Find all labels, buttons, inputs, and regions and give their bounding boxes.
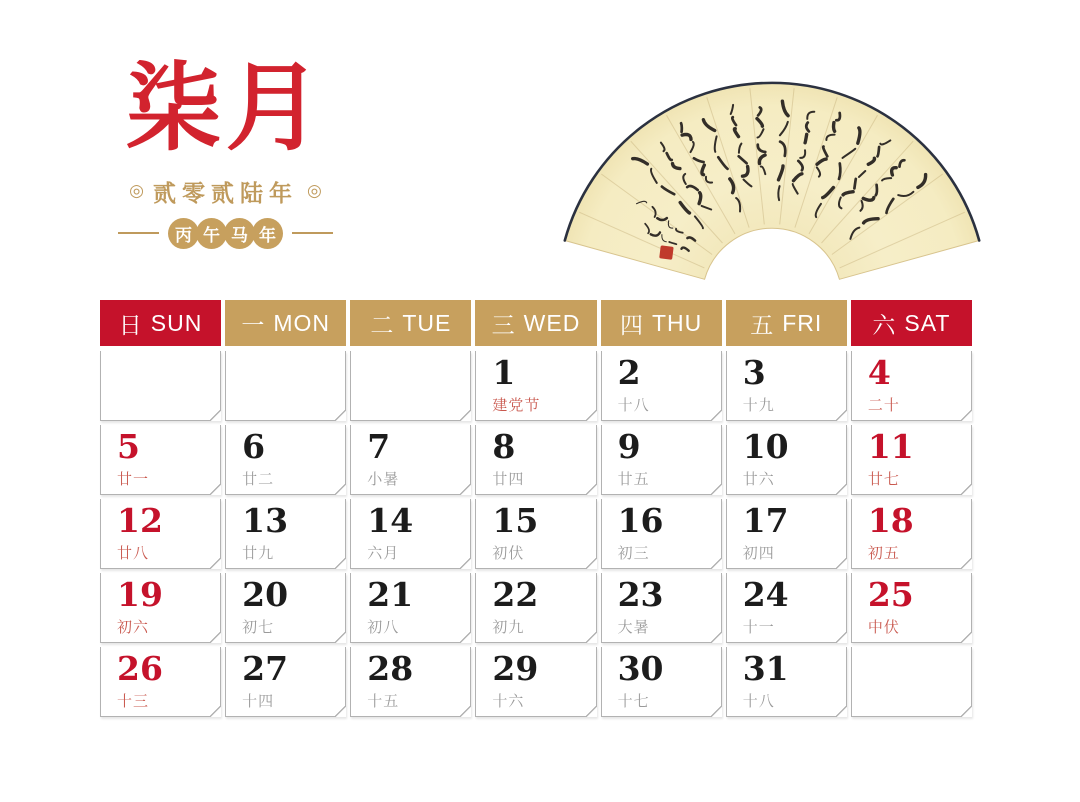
day-number: 9 [617,427,641,466]
zodiac-circle: 丙 [168,218,199,249]
lunar-label: 十九 [742,396,775,414]
lunar-label: 十八 [742,692,775,710]
day-number: 28 [367,649,414,688]
weekday-en-label: FRI [782,309,823,336]
day-cell-1 [475,351,596,421]
day-cell-8 [475,425,596,495]
lunar-label: 初九 [492,618,525,636]
day-number: 26 [117,649,163,688]
lunar-label: 初伏 [492,544,525,562]
day-cell-21 [350,573,471,643]
day-cell-3 [726,351,847,421]
weekday-en-label: THU [651,309,703,336]
day-cell-23 [601,573,722,643]
weekday-header-sun [100,300,221,346]
weekday-zh-label: 四 [619,311,644,338]
day-cell-4 [851,351,972,421]
lunar-label: 小暑 [367,470,400,488]
weekday-header-wed [475,300,596,346]
empty-cell [225,351,346,421]
fan-seal-stamp [659,245,673,259]
lunar-label: 初五 [867,544,900,562]
day-number: 20 [242,575,289,614]
ring-decor-icon: ◎ [129,180,144,201]
weekday-en-label: SAT [904,309,951,336]
day-number: 3 [742,353,766,392]
zodiac-circle: 马 [224,218,255,249]
weekday-zh-label: 三 [491,311,516,338]
lunar-label: 建党节 [492,396,541,414]
weekday-zh-label: 日 [118,311,143,338]
day-number: 29 [492,649,539,688]
lunar-label: 中伏 [867,618,900,636]
weekday-en-label: TUE [402,309,452,336]
day-cell-7 [350,425,471,495]
day-cell-26 [100,647,221,717]
weekday-zh-label: 六 [872,311,897,338]
day-cell-18 [851,499,972,569]
zodiac-circle: 午 [196,218,227,249]
day-cell-31 [726,647,847,717]
day-cell-10 [726,425,847,495]
day-number: 7 [367,427,391,466]
day-cell-6 [225,425,346,495]
month-title: 柒月 [125,51,326,164]
year-row [118,175,333,208]
lunar-label: 初四 [742,544,775,562]
weekday-en-label: WED [523,309,581,336]
calligraphy-fan-image [556,78,988,290]
day-number: 22 [492,575,539,614]
day-cell-17 [726,499,847,569]
day-cell-12 [100,499,221,569]
day-number: 18 [867,501,914,540]
day-number: 12 [117,501,163,540]
lunar-label: 廿六 [742,470,775,488]
day-number: 31 [742,649,789,688]
day-cell-25 [851,573,972,643]
day-number: 13 [242,501,289,540]
day-number: 19 [117,575,163,614]
day-cell-27 [225,647,346,717]
lunar-label: 廿二 [242,470,275,488]
empty-cell [851,647,972,717]
day-cell-24 [726,573,847,643]
lunar-label: 大暑 [617,618,650,636]
year-label: 贰零贰陆年 [153,179,298,207]
lunar-label: 初六 [117,618,150,636]
lunar-label: 六月 [367,544,400,562]
empty-cell [100,351,221,421]
zodiac-row [118,218,333,249]
lunar-label: 初七 [242,618,275,636]
weekday-header-fri [726,300,847,346]
day-number: 5 [117,427,140,466]
day-number: 6 [242,427,266,466]
day-number: 1 [492,353,516,392]
day-cell-30 [601,647,722,717]
zodiac-line-left [118,232,159,234]
day-number: 23 [617,575,664,614]
lunar-label: 廿七 [867,470,900,488]
day-cell-29 [475,647,596,717]
day-cell-19 [100,573,221,643]
zodiac-line-right [292,232,333,234]
weekday-zh-label: 五 [750,311,775,338]
weekday-header-sat [851,300,972,346]
weekday-en-label: MON [273,309,331,336]
lunar-label: 廿九 [242,544,275,562]
day-number: 4 [867,353,891,392]
day-cell-9 [601,425,722,495]
day-number: 21 [367,575,414,614]
lunar-label: 廿四 [492,470,525,488]
lunar-label: 十五 [367,692,400,710]
day-cell-28 [350,647,471,717]
lunar-label: 廿八 [117,544,150,562]
day-number: 25 [867,575,914,614]
lunar-label: 十三 [117,692,150,710]
zodiac-circles [168,218,283,249]
day-number: 11 [867,427,914,466]
day-number: 10 [742,427,789,466]
day-cell-16 [601,499,722,569]
ring-decor-icon: ◎ [307,180,322,201]
lunar-label: 初三 [617,544,650,562]
day-cell-2 [601,351,722,421]
day-number: 15 [492,501,539,540]
day-cell-13 [225,499,346,569]
day-number: 24 [742,575,789,614]
lunar-label: 廿一 [117,470,150,488]
lunar-label: 十六 [492,692,525,710]
day-number: 27 [242,649,289,688]
lunar-label: 初八 [367,618,400,636]
day-cell-5 [100,425,221,495]
day-cell-15 [475,499,596,569]
day-cell-14 [350,499,471,569]
weekday-row [100,300,972,346]
lunar-label: 廿五 [617,470,650,488]
lunar-label: 十四 [242,692,275,710]
day-number: 30 [617,649,664,688]
lunar-label: 十八 [617,396,650,414]
calendar-grid [100,300,972,717]
day-grid [100,351,972,717]
lunar-label: 十七 [617,692,650,710]
day-number: 17 [742,501,789,540]
empty-cell [350,351,471,421]
title-block [118,51,333,249]
day-number: 2 [617,353,641,392]
weekday-zh-label: 二 [370,311,395,338]
weekday-en-label: SUN [150,309,203,336]
lunar-label: 二十 [867,396,900,414]
weekday-zh-label: 一 [241,311,266,338]
fan-paper [565,83,979,279]
day-number: 16 [617,501,664,540]
lunar-label: 十一 [742,618,775,636]
weekday-header-thu [601,300,722,346]
day-cell-11 [851,425,972,495]
day-number: 14 [367,501,414,540]
day-number: 8 [492,427,516,466]
weekday-header-mon [225,300,346,346]
zodiac-circle: 年 [252,218,283,249]
weekday-header-tue [350,300,471,346]
day-cell-20 [225,573,346,643]
day-cell-22 [475,573,596,643]
